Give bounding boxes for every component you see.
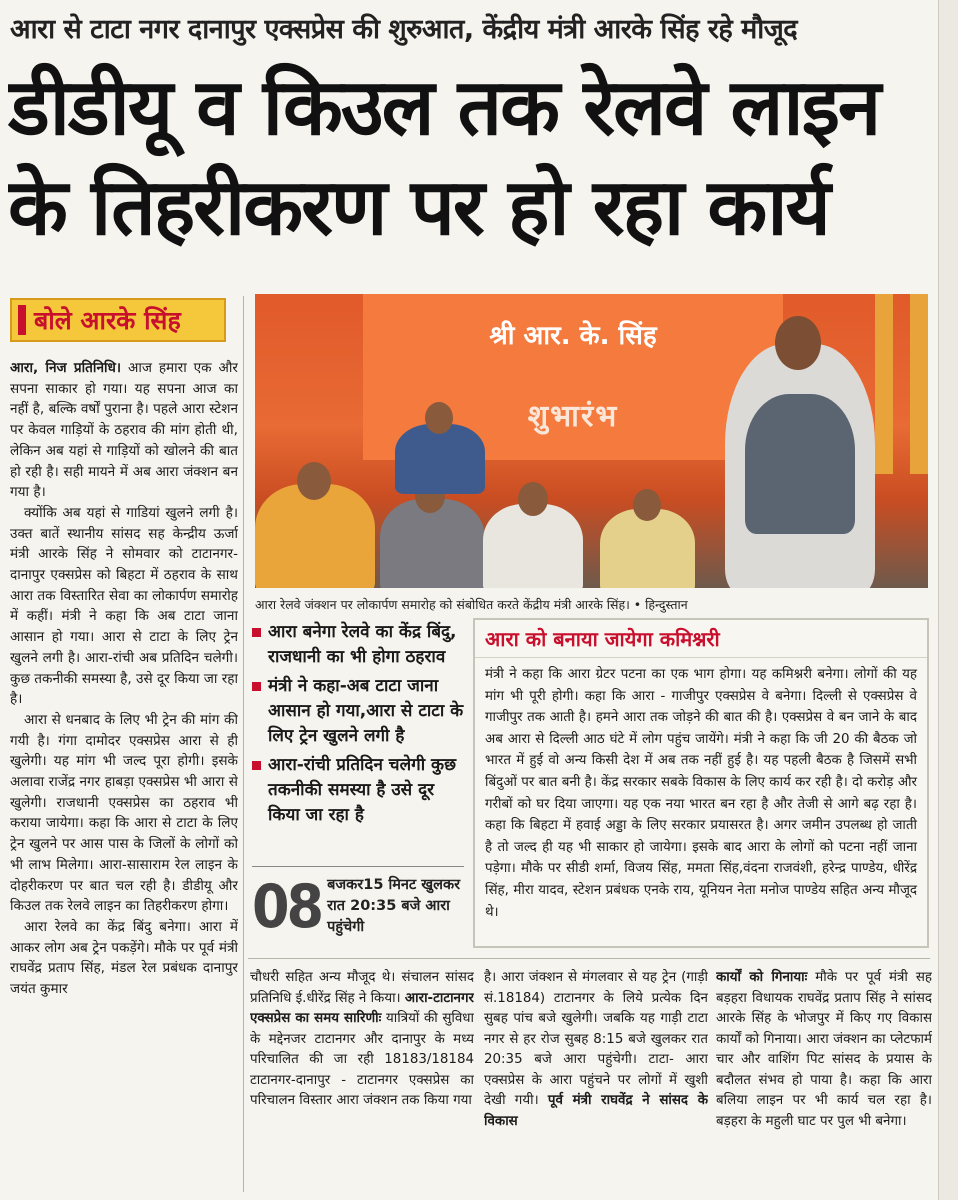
label-accent-bar [18,305,26,335]
photo-curtain [875,294,893,474]
square-bullet-icon [252,682,261,691]
highlight-text: आरा-रांची प्रतिदिन चलेगी कुछ तकनीकी समस्या है उसे दूर किया जा रहा है [268,755,456,825]
speaker-vest [745,394,855,534]
highlight-item [250,620,464,670]
highlights-box [250,620,464,864]
adjacent-article-strip [938,0,958,1200]
section-divider [248,958,930,959]
sidebar-label-box [10,298,226,342]
photo-caption: आरा रेलवे जंक्शन पर लोकार्पण समारोह को संबोधित करते केंद्रीय मंत्री आरके सिंह। • हिन्दुस्तान [255,597,688,612]
commissionery-box [473,618,929,948]
commissionery-title: आरा को बनाया जायेगा कमिश्नरी [475,620,927,658]
highlight-item [250,674,464,749]
column-text: है। आरा जंक्शन से मंगलवार से यह ट्रेन (गाड़ी सं.18184) टाटानगर के लिये प्रत्येक दिन सुबह पांच बजे खुलेगी। जबकि यह गाड़ी टाटा नगर से हर रोज सुबह 8:15 बजे खुलकर रात 20:35 बजे आरा पहुंचेगी। टाटा- आरा एक्सप्रेस के आरा पहुंचने पर लोगों में खुशी देखी गयी। [484,970,708,1108]
column-text: यात्रियों की सुविधा के मद्देनजर टाटानगर और दानापुर के मध्य परिचालित की जा रही 18183/18184 टाटानगर-दानापुर - टाटानगर एक्सप्रेस का परिचालन विस्तार आरा जंक्शन तक किया गया [250,1011,474,1108]
paragraph-2: क्योंकि अब यहां से गाडियां खुलने लगी है। उक्त बातें स्थानीय सांसद सह केन्द्रीय ऊर्जा मंत्री आरके सिंह ने सोमवार को टाटानगर-दानापुर एक्सप्रेस को बिहटा में ठहराव के साथ आरा तक विस्तारित सेवा का लोकार्पण समारोह में कहीं। मंत्री ने कहा कि अब टाटा जाना आसान हो गया। आरा से टाटा के लिए ट्रेन खुलने लगी है। आरा-रांची अब प्रतिदिन चलेगी। कुछ तकनीकी समस्या है, उसे दूर किया जा रहा है। [10,504,238,708]
paragraph-4: आरा रेलवे का केंद्र बिंदु बनेगा। आरा में आकर लोग अब ट्रेन पकड़ेंगे। मौके पर पूर्व मंत्री राघवेंद्र प्रताप सिंह, मंडल रेल प्रबंधक दानापुर जयंत कुमार [10,918,238,998]
highlight-text: आरा बनेगा रेलवे का केंद्र बिंदु, राजधानी का भी होगा ठहराव [268,622,457,667]
kicker-headline: आरा से टाटा नगर दानापुर एक्सप्रेस की शुरुआत, केंद्रीय मंत्री आरके सिंह रहे मौजूद [10,14,798,45]
subheading-timetable: आरा-टाटानगर एक्सप्रेस का समय सारिणीः [250,990,474,1026]
photo-person-head [518,482,548,516]
column-divider [243,296,244,1192]
column-text: चौधरी सहित अन्य मौजूद थे। संचालन सांसद प्रतिनिधि ई.धीरेंद्र सिंह ने किया। [250,970,474,1006]
photo-person-head [425,402,453,434]
banner-word: शुभारंभ [527,399,619,434]
subheading-works: कार्यों को गिनायाः [716,970,808,985]
departure-time-text: बजकर15 मिनट खुलकर रात 20:35 बजे आरा पहुंचेगी [327,877,461,935]
column-text: मौके पर पूर्व मंत्री सह बड़हरा विधायक राघवेंद्र प्रताप सिंह ने सांसद आरके सिंह के भोजपुर में किए गए विकास कार्यों को गिनाया। आरा जंक्शन का प्लेटफार्म चार और वाशिंग पिट सांसद के प्रयास के बदौलत संभव हो पाया है। कहा कि आरा बलिया लाइन पर भी कार्य चल रहा है। बड़हरा के महुली घाट पर पुल भी बनेगा। [716,970,932,1129]
speaker-head [775,316,821,370]
main-headline [8,58,934,258]
commissionery-body: मंत्री ने कहा कि आरा ग्रेटर पटना का एक भाग होगा। यह कमिश्नरी बनेगा। लोगों की यह मांग भी पूरी होगी। कहा कि आरा - गाजीपुर एक्सप्रेस वे बनेगा। दिल्ली से एक्सप्रेस वे गाजीपुर तक आती है। हमने आरा तक जोड़ने की बात की है। एक्सप्रेस वे बन जाने के बाद अब आरा से दिल्ली आठ घंटे में लोग पहुंच जायेंगे। मंत्री ने कहा कि जी 20 की बैठक जो भारत में हुई वो अन्य किसी देश में अब तक नहीं हुई है। यह पहली बैठक है जिसमें सभी बिंदुओं पर बात बनी है। केंद्र सरकार सबके विकास के लिए कार्य कर रही है। दो करोड़ और गरीबों को घर दिया जाएगा। यह एक नया भारत बन रहा है और तेजी से आगे बढ़ रहा है। कहा कि बिहटा में हवाई अड्डा के लिए सरकार प्रयासरत है। अगर जमीन उपलब्ध हो जाती है तो जल्द ही यह भी साकार हो जायेगा। इसके बाद आरा के लोगों को पटना नहीं जाना पड़ेगा। मौके पर सीडी शर्मा, विजय सिंह, ममता सिंह,वंदना राजवंशी, हरेन्द्र पाण्डेय, धीरेंद्र सिंह, मीरा यादव, स्टेशन प्रबंधक एनके राय, यूनियन नेता मनोज पाण्डेय सहित अन्य मौजूद थे। [485,667,917,920]
photo-person-head [633,489,661,521]
bottom-column-1 [250,968,474,1178]
photo-person [483,504,583,588]
headline-line-1: डीडीयू व किउल तक रेलवे लाइन [8,63,880,153]
left-article-column [10,358,238,1192]
bottom-column-3 [716,968,932,1178]
photo-curtain [910,294,928,474]
departure-time-box [252,866,464,946]
departure-hour: 08 [252,871,322,942]
paragraph-3: आरा से धनबाद के लिए भी ट्रेन की मांग की गयी है। गंगा दामोदर एक्सप्रेस आरा से ही खुलेगी। यह मांग भी जल्द पूरा होगी। इसके अलावा राजेंद्र नगर हाबड़ा एक्सप्रेस भी आरा से खुलेगी। राजधानी एक्सप्रेस का ठहराव भी कराया जायेगा। कहा कि आरा से टाटा के लिए ट्रेन खुलने पर आस पास के जिलों के लोगों को भी लाभ मिलेगा। आरा-सासाराम रेल लाइन के दोहरीकरण पर बात चल रही है। डीडीयू और किउल तक रेलवे लाइन का तिहरीकरण होगा। [10,711,238,915]
highlight-item [250,753,464,828]
banner-title: श्री आर. के. सिंह [489,321,657,351]
dateline: आरा, निज प्रतिनिधि। [10,360,122,376]
paragraph-1-text: आज हमारा एक और सपना साकार हो गया। यह सपना आज का नहीं है, बल्कि वर्षों पुराना है। पहले आरा स्टेशन पर केवल गाड़ियों के ठहराव की मांग होती थी, लेकिन अब यहां से गाड़ियों को खोलने की बात हो रही है। सही मायने में अब आरा जंक्शन बन गया है। [10,360,238,501]
bottom-column-2 [484,968,708,1178]
headline-line-2: के तिहरीकरण पर हो रहा कार्य [8,163,829,253]
sidebar-label: बोले आरके सिंह [34,306,181,335]
photo-person [395,424,485,494]
square-bullet-icon [252,628,261,637]
paragraph-1 [10,358,238,503]
strip-glyph [939,0,958,18]
photo-person-head [297,462,331,500]
square-bullet-icon [252,761,261,770]
highlight-text: मंत्री ने कहा-अब टाटा जाना आसान हो गया,आरा से टाटा के लिए ट्रेन खुलने लगी है [268,676,464,746]
event-photo [255,294,928,588]
subheading-development: पूर्व मंत्री राघवेंद्र ने सांसद के विकास [484,1093,708,1129]
